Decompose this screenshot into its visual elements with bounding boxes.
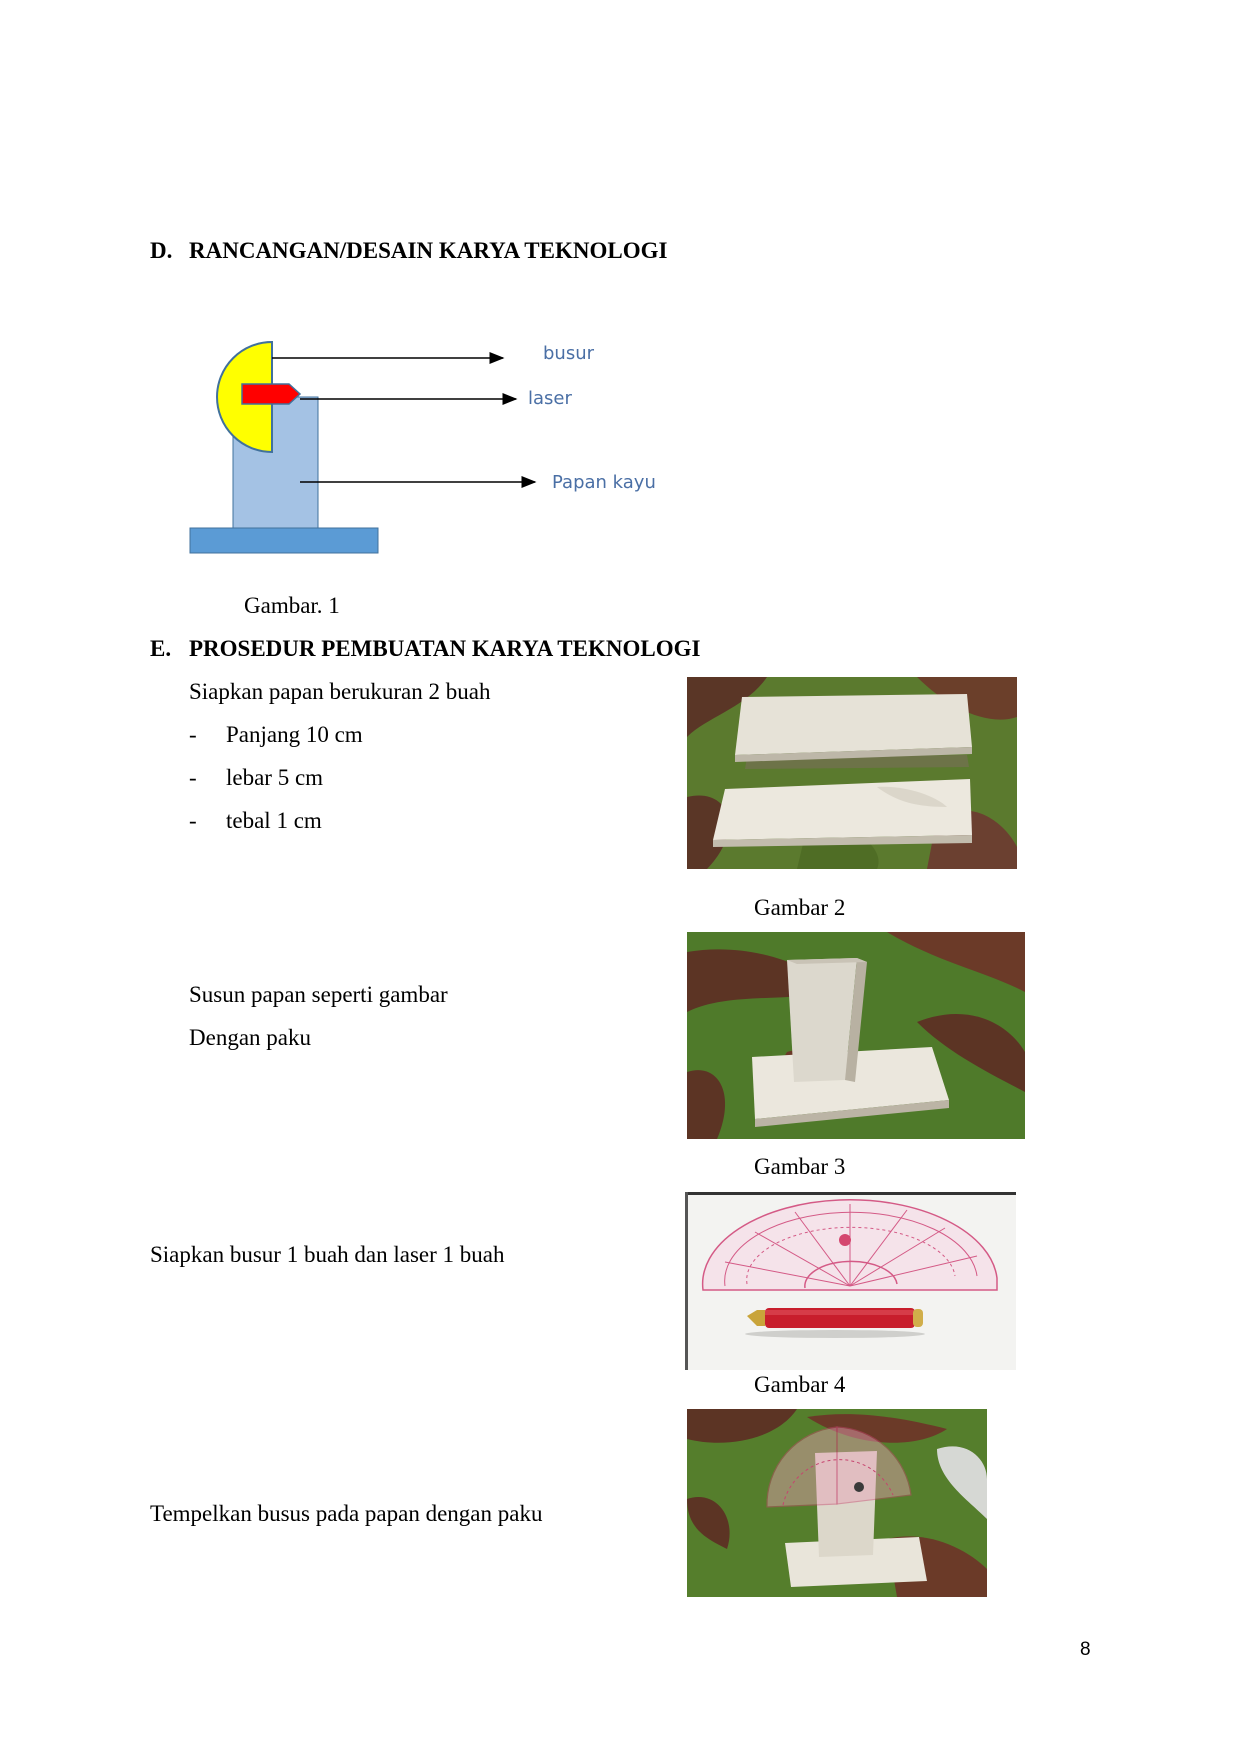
list-item-panjang: Panjang 10 cm: [226, 722, 363, 747]
caption-gambar-1: Gambar. 1: [244, 593, 340, 618]
list-item-tebal: tebal 1 cm: [226, 808, 322, 833]
laser-shape: [242, 384, 300, 404]
photo-assembled-board: [687, 932, 1025, 1139]
photo-protractor-on-board: [687, 1409, 987, 1597]
caption-gambar-4: Gambar 4: [754, 1372, 846, 1397]
step4-text: Tempelkan busus pada papan dengan paku: [150, 1501, 543, 1526]
list-item-lebar: lebar 5 cm: [226, 765, 324, 790]
design-diagram: [150, 320, 710, 570]
list-dash: -: [189, 808, 197, 833]
list-dash: -: [189, 722, 197, 747]
caption-gambar-3: Gambar 3: [754, 1154, 846, 1179]
section-d-title: RANCANGAN/DESAIN KARYA TEKNOLOGI: [189, 238, 668, 263]
step1-intro: Siapkan papan berukuran 2 buah: [189, 679, 491, 704]
label-laser: laser: [528, 388, 572, 409]
base-plank: [190, 528, 378, 553]
step2-line1: Susun papan seperti gambar: [189, 982, 448, 1007]
page-number: 8: [1080, 1639, 1091, 1660]
label-busur: busur: [543, 343, 595, 364]
section-e-title: PROSEDUR PEMBUATAN KARYA TEKNOLOGI: [189, 636, 701, 661]
step2-line2: Dengan paku: [189, 1025, 311, 1050]
step3-text: Siapkan busur 1 buah dan laser 1 buah: [150, 1242, 505, 1267]
section-d-letter: D.: [150, 238, 173, 263]
section-e-letter: E.: [150, 636, 172, 661]
caption-gambar-2: Gambar 2: [754, 895, 846, 920]
label-papan-kayu: Papan kayu: [552, 472, 656, 493]
photo-protractor-laser: [685, 1192, 1016, 1370]
photo-two-boards: [687, 677, 1017, 869]
list-dash: -: [189, 765, 197, 790]
